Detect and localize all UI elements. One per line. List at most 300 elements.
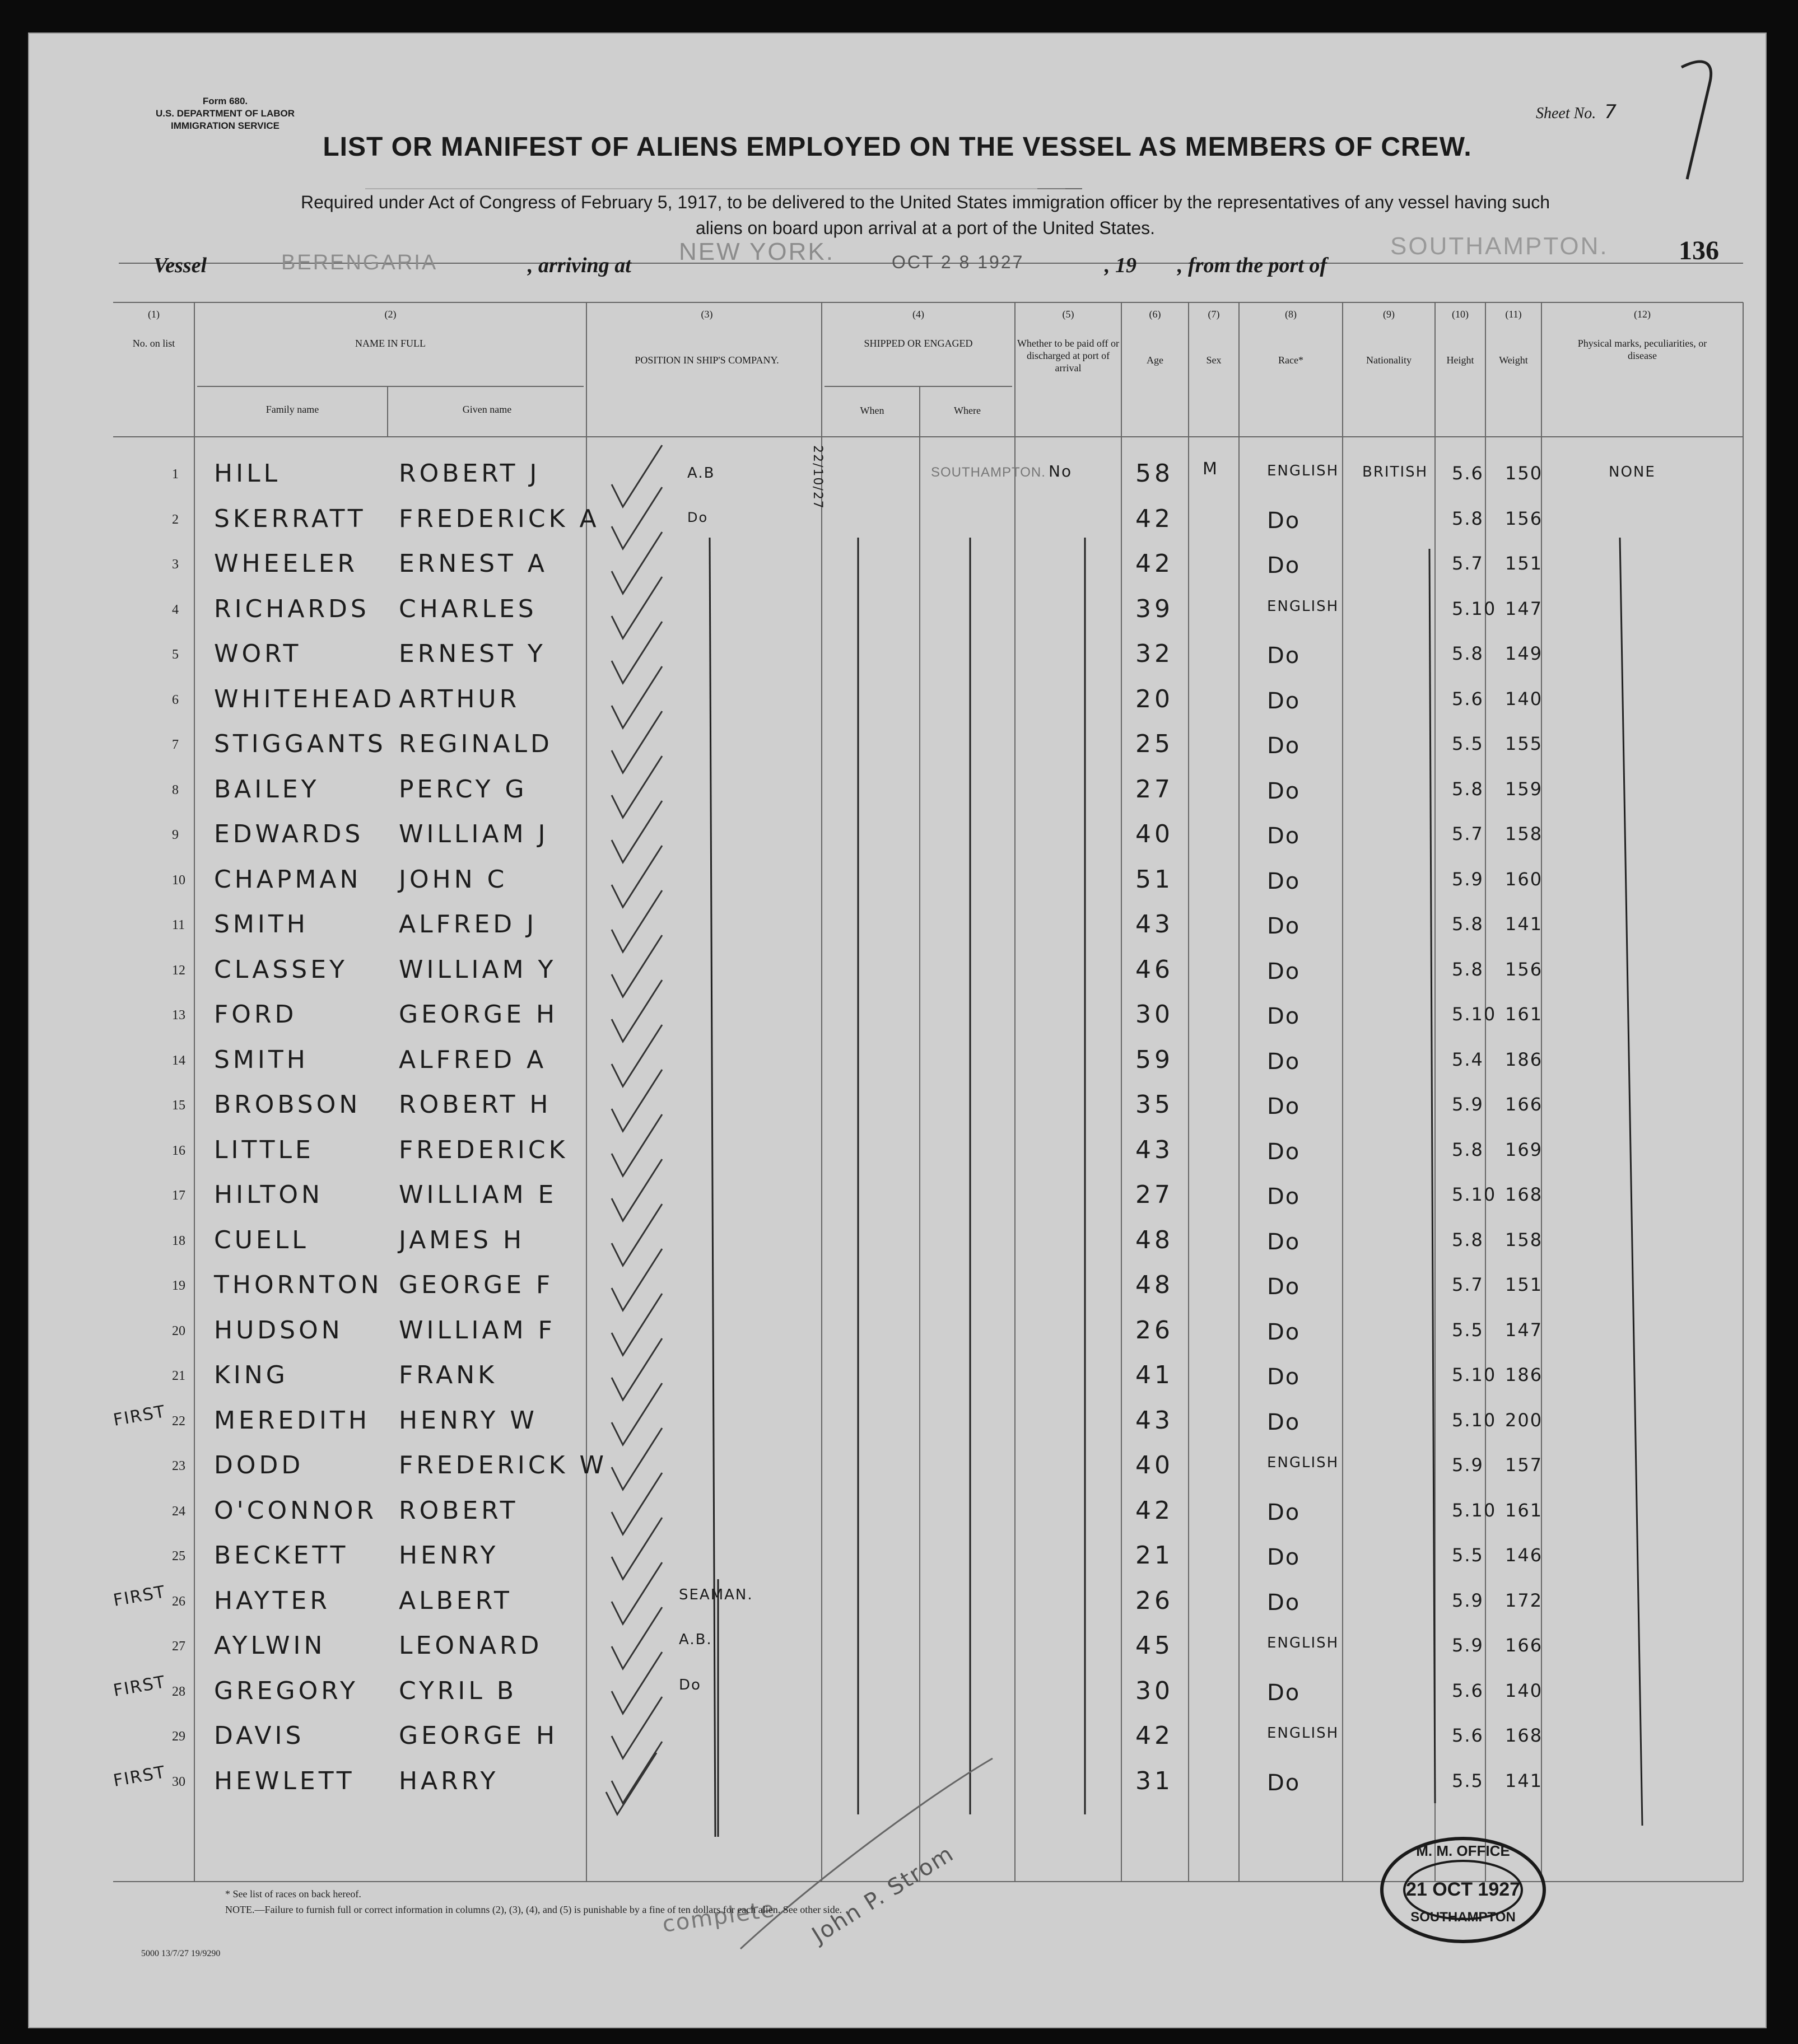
- row-number: 1: [172, 467, 179, 482]
- given-name: ROBERT: [399, 1496, 519, 1525]
- race-value: Do: [1267, 1319, 1301, 1345]
- height-value: 5.9: [1452, 1094, 1484, 1115]
- height-value: 5.5: [1452, 1770, 1484, 1791]
- given-name: HENRY: [399, 1541, 499, 1570]
- height-value: 5.9: [1452, 868, 1484, 890]
- col-label: Sex: [1206, 354, 1222, 366]
- family-name: SKERRATT: [214, 504, 366, 533]
- weight-value: 160: [1505, 868, 1543, 890]
- height-value: 5.8: [1452, 1229, 1484, 1250]
- age-value: 46: [1135, 955, 1173, 984]
- height-value: 5.8: [1452, 1138, 1484, 1160]
- page-number: 136: [1679, 236, 1719, 265]
- row-prefix: FIRST: [111, 1581, 167, 1611]
- age-value: 32: [1135, 640, 1173, 668]
- weight-value: 155: [1505, 733, 1543, 754]
- given-name: JOHN C: [399, 865, 508, 894]
- row-number: 16: [172, 1143, 185, 1158]
- row-number: 21: [172, 1369, 185, 1383]
- row-number: 30: [172, 1774, 185, 1789]
- family-name: THORNTON: [214, 1271, 383, 1299]
- height-value: 5.5: [1452, 1319, 1484, 1341]
- table-row: [29, 459, 1766, 505]
- row-number: 9: [172, 828, 179, 842]
- row-number: 12: [172, 963, 185, 978]
- vessel-name: BERENGARIA: [281, 251, 438, 274]
- arrival-date: OCT 2 8 1927: [892, 252, 1024, 272]
- subtitle-line-2: aliens on board upon arrival at a port of the United States.: [695, 218, 1156, 238]
- height-value: 5.8: [1452, 778, 1484, 800]
- nationality-value: BRITISH: [1362, 464, 1428, 480]
- age-value: 51: [1135, 865, 1173, 894]
- page-title: LIST OR MANIFEST OF ALIENS EMPLOYED ON THE VESSEL AS MEMBERS OF CREW.: [323, 132, 1472, 162]
- age-value: 43: [1135, 1135, 1173, 1164]
- sheet-number-value: 7: [1604, 101, 1618, 123]
- height-value: 5.7: [1452, 823, 1484, 844]
- table-row: [29, 1226, 1766, 1271]
- row-number: 20: [172, 1323, 185, 1338]
- family-name: WHEELER: [214, 549, 358, 578]
- age-value: 42: [1135, 504, 1173, 533]
- shipped-when: 22/10/27: [811, 445, 825, 510]
- age-value: 43: [1135, 910, 1173, 939]
- col-header-where: Where: [954, 405, 981, 416]
- table-row: [29, 865, 1766, 911]
- col-num: (7): [1208, 309, 1220, 320]
- family-name: HILTON: [214, 1180, 323, 1209]
- height-value: 5.8: [1452, 913, 1484, 935]
- given-name: WILLIAM Y: [399, 955, 557, 984]
- race-value: Do: [1267, 1094, 1301, 1119]
- col-header-family: Family name: [265, 404, 319, 415]
- given-name: ERNEST Y: [399, 640, 546, 668]
- weight-value: 168: [1505, 1184, 1543, 1205]
- race-footnote: * See list of races on back hereof.: [225, 1888, 361, 1900]
- height-value: 5.10: [1452, 1004, 1497, 1025]
- given-name: ALFRED J: [399, 910, 538, 939]
- race-value: Do: [1267, 913, 1301, 939]
- age-value: 42: [1135, 1496, 1173, 1525]
- race-value: ENGLISH: [1267, 598, 1339, 615]
- given-name: ALFRED A: [399, 1045, 547, 1074]
- height-value: 5.10: [1452, 1499, 1497, 1521]
- race-value: Do: [1267, 1499, 1301, 1525]
- height-value: 5.5: [1452, 733, 1484, 754]
- age-value: 48: [1135, 1271, 1173, 1299]
- given-name: ERNEST A: [399, 549, 548, 578]
- age-value: 26: [1135, 1315, 1173, 1345]
- table-row: [29, 1361, 1766, 1406]
- vessel-label: Vessel: [153, 254, 207, 277]
- row-number: 13: [172, 1008, 185, 1023]
- col-num: (10): [1452, 309, 1469, 320]
- given-name: GEORGE H: [399, 1721, 558, 1750]
- row-number: 6: [172, 692, 179, 707]
- weight-value: 151: [1505, 1274, 1543, 1295]
- race-value: Do: [1267, 958, 1301, 984]
- table-row: [29, 640, 1766, 685]
- col-num: (11): [1505, 309, 1522, 320]
- table-row: [29, 1136, 1766, 1181]
- table-row: [29, 1451, 1766, 1496]
- row-number: 10: [172, 872, 185, 888]
- col-label: Height: [1446, 354, 1474, 366]
- age-value: 21: [1135, 1541, 1173, 1570]
- race-value: Do: [1267, 778, 1301, 804]
- given-name: WILLIAM F: [399, 1315, 556, 1345]
- col-label: Whether to be paid off or discharged at port of arrival: [1017, 338, 1120, 374]
- family-name: LITTLE: [214, 1135, 314, 1164]
- family-name: BROBSON: [214, 1090, 361, 1119]
- col-num: (9): [1383, 309, 1395, 320]
- row-number: 14: [172, 1053, 185, 1068]
- table-row: [29, 595, 1766, 640]
- col-header-height: [1435, 308, 1485, 366]
- row-number: 7: [172, 738, 179, 752]
- height-value: 5.6: [1452, 1725, 1484, 1746]
- family-name: CUELL: [214, 1225, 309, 1254]
- family-name: RICHARDS: [214, 594, 370, 623]
- race-value: Do: [1267, 1138, 1301, 1165]
- given-name: FREDERICK: [399, 1135, 569, 1164]
- family-name: EDWARDS: [214, 820, 364, 848]
- print-code: 5000 13/7/27 19/9290: [141, 1949, 221, 1958]
- family-name: GREGORY: [214, 1676, 358, 1705]
- row-number: 28: [172, 1684, 185, 1699]
- col-header-shipped: [822, 308, 1015, 349]
- weight-value: 186: [1505, 1048, 1543, 1070]
- col-header-paid-off: [1015, 308, 1121, 374]
- col-header-physical: [1541, 308, 1743, 362]
- row-number: 17: [172, 1188, 185, 1203]
- age-value: 26: [1135, 1586, 1173, 1615]
- family-name: DAVIS: [214, 1721, 305, 1750]
- age-value: 40: [1135, 820, 1173, 848]
- col-label: No. on list: [132, 338, 175, 349]
- stamp-top-text: M. M. OFFICE: [1416, 1842, 1510, 1859]
- age-value: 58: [1135, 459, 1173, 488]
- sheet-number-field: [1536, 101, 1618, 123]
- age-value: 31: [1135, 1766, 1173, 1795]
- race-value: Do: [1267, 643, 1301, 669]
- complete-note: complete: [660, 1896, 777, 1938]
- col-header-no: [113, 308, 194, 349]
- col-num: (8): [1285, 309, 1297, 320]
- age-value: 27: [1135, 774, 1173, 804]
- given-name: HARRY: [399, 1766, 499, 1795]
- weight-value: 200: [1505, 1409, 1543, 1431]
- col-label: Weight: [1499, 354, 1528, 366]
- weight-value: 166: [1505, 1635, 1543, 1656]
- given-name: WILLIAM J: [399, 820, 549, 848]
- arriving-label: , arriving at: [528, 254, 631, 277]
- row-number: 18: [172, 1233, 185, 1248]
- height-value: 5.8: [1452, 507, 1484, 529]
- col-header-given: Given name: [462, 404, 512, 415]
- age-value: 39: [1135, 594, 1173, 623]
- age-value: 45: [1135, 1631, 1173, 1660]
- penalty-note: NOTE.—Failure to furnish full or correct information in columns (2), (3), (4), and (5) is punishable by a fine of ten dollars for each alien. See other side.: [225, 1904, 842, 1915]
- table-row: [29, 1000, 1766, 1046]
- shipped-where: SOUTHAMPTON.: [931, 465, 1046, 480]
- table-row: [29, 1631, 1766, 1677]
- weight-value: 141: [1505, 1770, 1543, 1791]
- arriving-port: NEW YORK.: [679, 238, 835, 265]
- table-row: [29, 549, 1766, 595]
- table-row: [29, 1180, 1766, 1226]
- table-row: [29, 955, 1766, 1001]
- col-num: (5): [1062, 309, 1074, 320]
- weight-value: 157: [1505, 1454, 1543, 1476]
- race-value: Do: [1267, 733, 1301, 759]
- race-value: Do: [1267, 507, 1301, 534]
- form-number: Form 680.: [202, 96, 248, 106]
- given-name: GEORGE F: [399, 1271, 554, 1299]
- age-value: 27: [1135, 1180, 1173, 1209]
- col-header-when: When: [860, 405, 884, 416]
- table-row: [29, 1090, 1766, 1136]
- age-value: 25: [1135, 730, 1173, 758]
- height-value: 5.10: [1452, 1184, 1497, 1205]
- race-value: Do: [1267, 688, 1301, 714]
- height-value: 5.4: [1452, 1048, 1484, 1070]
- age-value: 48: [1135, 1225, 1173, 1254]
- physical-marks-value: NONE: [1609, 464, 1656, 480]
- given-name: WILLIAM E: [399, 1180, 557, 1209]
- col-label: POSITION IN SHIP'S COMPANY.: [635, 354, 779, 366]
- weight-value: 166: [1505, 1094, 1543, 1115]
- height-value: 5.5: [1452, 1544, 1484, 1566]
- col-num: (3): [701, 309, 713, 320]
- race-value: Do: [1267, 1679, 1301, 1706]
- family-name: KING: [214, 1361, 288, 1389]
- race-value: Do: [1267, 1229, 1301, 1255]
- row-number: 4: [172, 602, 179, 617]
- weight-value: 146: [1505, 1544, 1543, 1566]
- height-value: 5.6: [1452, 688, 1484, 710]
- height-value: 5.9: [1452, 1454, 1484, 1476]
- col-header-name: [194, 308, 586, 349]
- given-name: CHARLES: [399, 594, 537, 623]
- col-num: (4): [912, 309, 924, 320]
- given-name: FRANK: [399, 1361, 497, 1389]
- row-number: 22: [172, 1413, 185, 1429]
- row-number: 26: [172, 1594, 185, 1609]
- race-value: Do: [1267, 1364, 1301, 1390]
- given-name: ARTHUR: [399, 684, 520, 713]
- col-num: (12): [1634, 309, 1651, 320]
- col-label: Race*: [1278, 354, 1303, 366]
- row-prefix: FIRST: [111, 1762, 167, 1791]
- race-value: Do: [1267, 1274, 1301, 1300]
- col-header-weight: [1485, 308, 1541, 366]
- row-number: 3: [172, 557, 179, 572]
- table-row: [29, 775, 1766, 820]
- from-port-label: , from the port of: [1177, 254, 1327, 277]
- age-value: 43: [1135, 1406, 1173, 1435]
- family-name: WHITEHEAD: [214, 684, 395, 713]
- table-row: [29, 1401, 1766, 1452]
- row-number: 11: [172, 918, 185, 932]
- weight-value: 156: [1505, 507, 1543, 529]
- table-row: [29, 1672, 1766, 1722]
- col-label: Nationality: [1366, 354, 1412, 366]
- weight-value: 159: [1505, 778, 1543, 800]
- paid-off-value: No: [1049, 462, 1073, 480]
- age-value: 42: [1135, 549, 1173, 578]
- stamp-date: 21 OCT 1927: [1405, 1879, 1521, 1900]
- race-value: ENGLISH: [1267, 1725, 1339, 1742]
- sheet-number-mark: [1665, 34, 1695, 105]
- race-value: ENGLISH: [1267, 1635, 1339, 1651]
- height-value: 5.8: [1452, 643, 1484, 664]
- family-name: CHAPMAN: [214, 865, 362, 894]
- col-num: (6): [1149, 309, 1161, 320]
- family-name: BECKETT: [214, 1541, 349, 1570]
- row-number: 15: [172, 1098, 185, 1113]
- race-value: Do: [1267, 1589, 1301, 1616]
- col-num: (1): [148, 309, 160, 320]
- col-header-position: [617, 308, 796, 366]
- row-number: 24: [172, 1504, 185, 1519]
- form-identifier: [152, 95, 298, 132]
- given-name: JAMES H: [399, 1225, 525, 1254]
- height-value: 5.8: [1452, 958, 1484, 980]
- given-name: HENRY W: [399, 1406, 538, 1435]
- weight-value: 156: [1505, 958, 1543, 980]
- table-row: [29, 1271, 1766, 1316]
- family-name: FORD: [214, 1000, 297, 1029]
- table-row: [29, 1046, 1766, 1091]
- subtitle-line-1: Required under Act of Congress of February 5, 1917, to be delivered to the United States immigration officer by the representatives of any vessel having such: [301, 192, 1550, 212]
- age-value: 41: [1135, 1361, 1173, 1389]
- family-name: HUDSON: [214, 1315, 343, 1345]
- weight-value: 141: [1505, 913, 1543, 935]
- col-label: SHIPPED OR ENGAGED: [864, 338, 973, 349]
- col-header-nationality: [1343, 308, 1435, 366]
- given-name: CYRIL B: [399, 1676, 518, 1705]
- race-value: Do: [1267, 823, 1301, 849]
- weight-value: 151: [1505, 553, 1543, 574]
- row-number: 2: [172, 512, 179, 527]
- race-value: ENGLISH: [1267, 463, 1339, 479]
- weight-value: 161: [1505, 1499, 1543, 1521]
- family-name: SMITH: [214, 1045, 309, 1074]
- col-label: NAME IN FULL: [355, 338, 426, 349]
- row-prefix: FIRST: [111, 1672, 167, 1701]
- height-value: 5.7: [1452, 553, 1484, 574]
- age-value: 40: [1135, 1451, 1173, 1480]
- age-value: 42: [1135, 1721, 1173, 1750]
- weight-value: 150: [1505, 463, 1543, 484]
- given-name: FREDERICK A: [399, 504, 600, 533]
- weight-value: 161: [1505, 1004, 1543, 1025]
- age-value: 20: [1135, 684, 1173, 713]
- height-value: 5.9: [1452, 1589, 1484, 1611]
- height-value: 5.6: [1452, 463, 1484, 484]
- family-name: WORT: [214, 640, 302, 668]
- weight-value: 169: [1505, 1138, 1543, 1160]
- row-number: 29: [172, 1729, 185, 1744]
- given-name: FREDERICK W: [399, 1451, 607, 1480]
- row-prefix: FIRST: [111, 1401, 167, 1430]
- race-value: Do: [1267, 868, 1301, 894]
- race-value: Do: [1267, 1770, 1301, 1796]
- family-name: HEWLETT: [214, 1766, 355, 1795]
- table-row: [29, 730, 1766, 775]
- ditto-mark: Do: [687, 510, 709, 525]
- year-label: , 19: [1105, 254, 1136, 277]
- from-port: SOUTHAMPTON.: [1390, 232, 1609, 260]
- manifest-sheet: [28, 32, 1767, 2028]
- weight-value: 149: [1505, 643, 1543, 664]
- race-value: Do: [1267, 1544, 1301, 1570]
- table-row: [29, 1496, 1766, 1542]
- family-name: MEREDITH: [214, 1406, 370, 1435]
- height-value: 5.10: [1452, 1364, 1497, 1385]
- weight-value: 158: [1505, 1229, 1543, 1250]
- table-row: [29, 820, 1766, 865]
- height-value: 5.10: [1452, 598, 1497, 619]
- weight-value: 158: [1505, 823, 1543, 844]
- given-name: REGINALD: [399, 730, 553, 758]
- family-name: AYLWIN: [214, 1631, 326, 1660]
- row-number: 8: [172, 782, 179, 797]
- service-name: IMMIGRATION SERVICE: [171, 120, 280, 131]
- col-label: Age: [1147, 354, 1163, 366]
- officer-signature: John P. Strom: [807, 1840, 959, 1949]
- position-value: A.B.: [679, 1631, 712, 1648]
- family-name: HILL: [214, 459, 281, 488]
- weight-value: 168: [1505, 1725, 1543, 1746]
- height-value: 5.10: [1452, 1409, 1497, 1431]
- weight-value: 186: [1505, 1364, 1543, 1385]
- height-value: 5.6: [1452, 1679, 1484, 1701]
- position-first: A.B: [687, 465, 715, 482]
- col-header-age: [1121, 308, 1189, 366]
- weight-value: 172: [1505, 1589, 1543, 1611]
- race-value: ENGLISH: [1267, 1454, 1339, 1471]
- given-name: LEONARD: [399, 1631, 543, 1660]
- table-row: [29, 1762, 1766, 1812]
- race-value: Do: [1267, 1048, 1301, 1075]
- table-row: [29, 685, 1766, 730]
- col-header-race: [1239, 308, 1343, 366]
- family-name: BAILEY: [214, 774, 320, 804]
- table-row: [29, 1316, 1766, 1361]
- family-name: O'CONNOR: [214, 1496, 378, 1525]
- table-row: [29, 1541, 1766, 1586]
- race-value: Do: [1267, 1409, 1301, 1435]
- position-value: Do: [679, 1676, 701, 1693]
- table-row: [29, 1581, 1766, 1632]
- weight-value: 147: [1505, 598, 1543, 619]
- height-value: 5.7: [1452, 1274, 1484, 1295]
- row-number: 5: [172, 647, 179, 662]
- race-value: Do: [1267, 1004, 1301, 1029]
- row-number: 23: [172, 1459, 185, 1473]
- sex-value: M: [1203, 459, 1218, 479]
- given-name: GEORGE H: [399, 1000, 558, 1029]
- given-name: ROBERT J: [399, 459, 541, 488]
- position-value: SEAMAN.: [679, 1586, 753, 1603]
- table-row: [29, 505, 1766, 550]
- family-name: SMITH: [214, 910, 309, 939]
- race-value: Do: [1267, 553, 1301, 578]
- stamp-bottom-text: SOUTHAMPTON: [1410, 1910, 1516, 1925]
- age-value: 30: [1135, 1676, 1173, 1705]
- age-value: 35: [1135, 1090, 1173, 1119]
